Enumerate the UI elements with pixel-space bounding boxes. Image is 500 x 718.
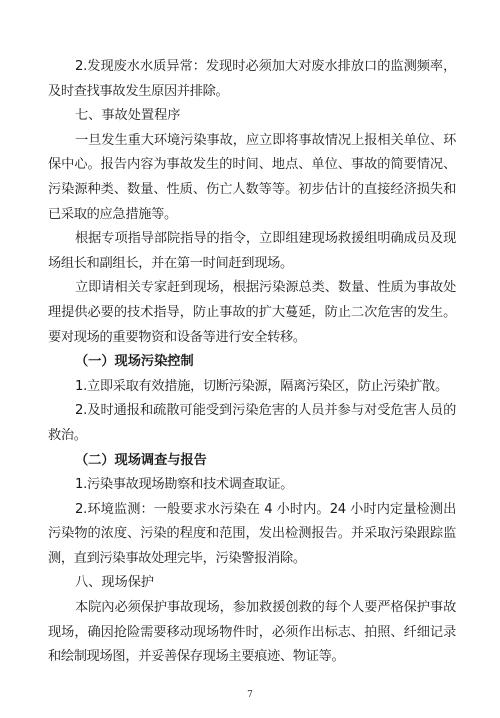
heading-pollution-control: （一）现场污染控制 (75, 354, 194, 370)
paragraph-monitoring: 2.环境监测：一般要求水污染在 4 小时内。24 小时内定量检测出污染物的浓度、污染的程度和范围，发出检测报告。并采取污染跟踪监测，直到污染事故处理完毕，污染警报消除。 (48, 501, 456, 566)
paragraph-evacuate: 2.及时通报和疏散可能受到污染危害的人员并参与对受危害人员的救治。 (48, 403, 456, 443)
paragraph-wastewater-anomaly: 2.发现废水水质异常：发现时必须加大对废水排放口的监测频率，及时查找事故发生原因并排除。 (48, 59, 456, 99)
paragraph-cut-source: 1.立即采取有效措施，切断污染源，隔离污染区，防止污染扩散。 (75, 378, 448, 394)
paragraph-rescue-team: 根据专项指导部院指导的指令，立即组建现场救援组明确成员及现场组长和副组长，并在第一时间赶到现场。 (48, 231, 456, 271)
body-text (48, 55, 456, 670)
heading-section-8: 八、现场保护 (75, 575, 155, 591)
paragraph-survey: 1.污染事故现场勘察和技术调查取证。 (75, 477, 294, 493)
page-number: 7 (247, 690, 253, 700)
paragraph-expert-guidance: 立即请相关专家赶到现场，根据污染源总类、数量、性质为事故处理提供必要的技术指导，防止事故的扩大蔓延，防止二次危害的发生。要对现场的重要物资和设备等进行安全转移。 (48, 280, 456, 345)
paragraph-scene-protection: 本院內必须保护事故现场，参加救援创救的每个人要严格保护事故现场，确因抢险需要移动现场物件时，必须作出标志、拍照、纤细记录和绘制现场图，并妥善保存现场主要痕迹、物证等。 (48, 600, 456, 665)
paragraph-report-incident: 一旦发生重大环境污染事故，应立即将事故情况上报相关单位、环保中心。报告内容为事故发生的时间、地点、单位、事故的简要情况、污染源种类、数量、性质、伤亡人数等等。初步估计的直接经济损失和已采取的应急措施等。 (48, 132, 456, 222)
heading-section-7: 七、事故处置程序 (75, 108, 181, 124)
heading-investigation-report: （二）现场调查与报告 (75, 452, 207, 468)
